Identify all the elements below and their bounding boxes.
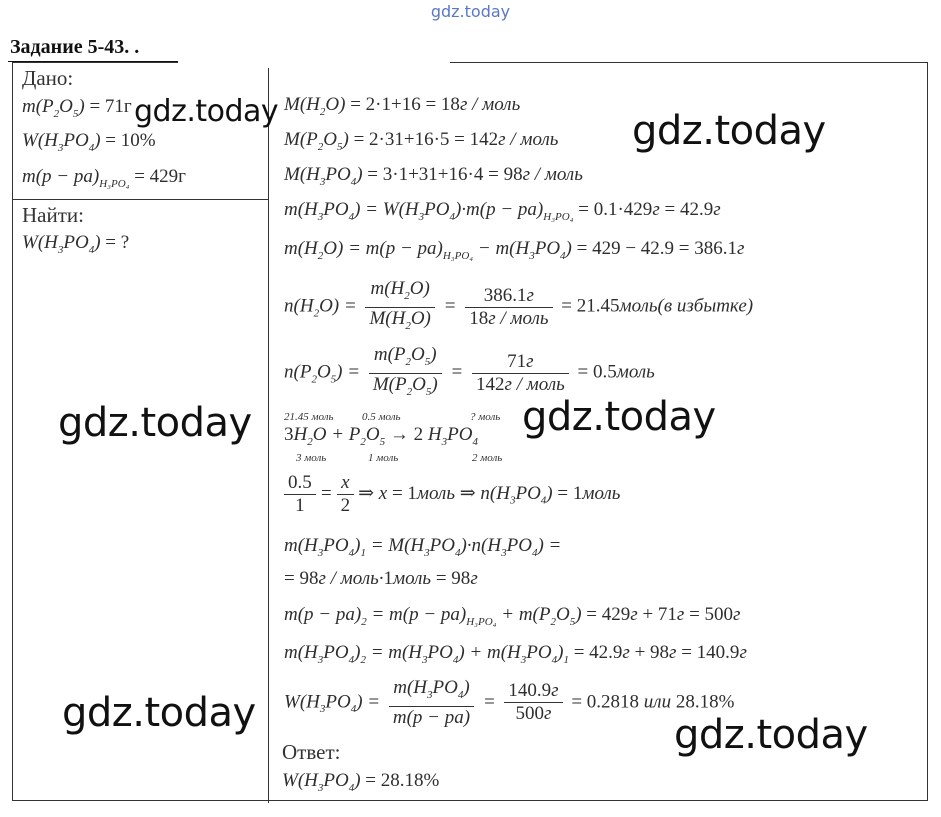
reaction-below: 2 моль [472,452,503,464]
reaction-equation: $3H_2O + P_2O_5 \to 2$ $H_3PO_4$ [284,424,478,448]
solution-line: $m(H_3PO_4)_1 = M(H_3PO_4)\cdot n(H_3PO_4)$ = [284,535,562,559]
frame-gap [178,61,450,64]
watermark: gdz.today [62,690,256,736]
given-line: $W(H_3PO_4) = 10\%$ [22,130,156,154]
column-divider [268,68,269,803]
solution-line: = 98г / моль·1моль = 98г [284,568,478,589]
reaction-above: 21.45 моль [284,411,334,423]
solution-line: $M(P_2O_5) = 2\cdot 31+16\cdot 5 = 142г$ / моль [284,129,559,153]
reaction-above: ? моль [470,411,501,423]
given-label: Дано: [22,66,74,90]
task-title: Задание 5-43. . [10,36,140,58]
watermark: gdz.today [632,108,826,154]
reaction-below: 3 моль [296,452,327,464]
solution-line: $m(H_2O) = m(p - pa)_{H_3PO_4} - m(H_3PO_4) = 429 - 42.9 = 386.1г$ [284,238,745,262]
site-label: gdz.today [430,2,511,21]
watermark: gdz.today [522,394,716,440]
given-find-divider [12,199,269,200]
solution-line: $m(p - pa)_2 = m(p - pa)_{H_3PO_4} + m(P_2O_5) = 429г + 71г = 500г$ [284,604,741,628]
reaction-below: 1 моль [368,452,399,464]
watermark: gdz.today [674,712,868,758]
given-line: $m(P_2O_5) = 71г$ [22,96,132,120]
solution-line: $M(H_3PO_4) = 3\cdot 1+31+16\cdot 4 = 98г$ / моль [284,164,583,188]
answer-line: $W(H_3PO_4) = 28.18\%$ [282,770,440,794]
given-line: $m(p - pa)_{H_3PO_4} = 429г$ [22,166,186,190]
solution-line: $m(H_3PO_4)_2 = m(H_3PO_4) + m(H_3PO_4)_1 = 42.9г + 98г = 140.9г$ [284,642,747,666]
find-label: Найти: [22,203,84,227]
solution-line: $M(H_2O) = 2\cdot 1+16 = 18г$ / моль [284,94,521,118]
solution-line: $\frac{0.5}{1}$ = $\frac{x}{2}$ ⇒ x = 1моль ⇒ $n(H_3PO_4)$ = 1моль [280,472,620,517]
answer-label: Ответ: [282,740,341,764]
reaction-above: 0.5 моль [362,411,401,423]
watermark: gdz.today [58,400,252,446]
solution-line: $m(H_3PO_4) = W(H_3PO_4)\cdot m(p - pa)_{H_3PO_4} = 0.1\cdot 429г = 42.9г$ [284,199,721,223]
solution-line: $n(H_2O)$ = $\frac{m(H_2O)}{M(H_2O)}$ = $\frac{386.1г}{\text{18г / моль}}$ = 21.45моль(в избытке) [284,278,754,332]
solution-line: $n(P_2O_5)$ = $\frac{m(P_2O_5)}{M(P_2O_5)}$ = $\frac{71г}{\text{142г / моль}}$ = 0.5моль [284,344,655,398]
find-line: $W(H_3PO_4)$ = ? [22,232,130,256]
solution-line: $W(H_3PO_4)$ = $\frac{m(H_3PO_4)}{m(p - pa)}$ = $\frac{140.9г}{500г}$ = 0.2818 или 28.18% [284,677,735,728]
watermark: gdz.today [134,94,279,129]
